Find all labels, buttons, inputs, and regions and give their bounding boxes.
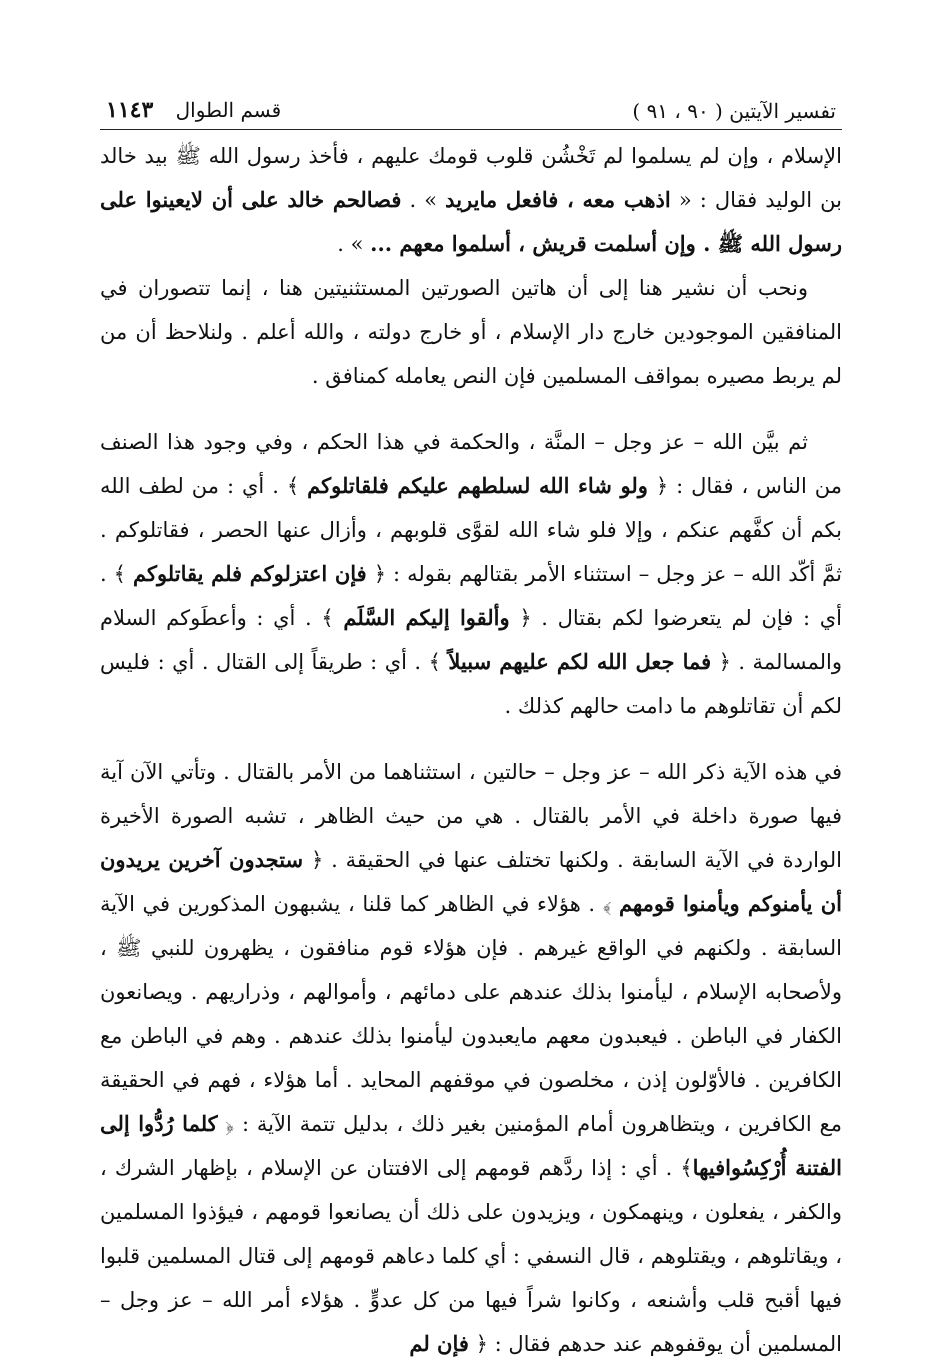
quran-quote: فإن لم bbox=[409, 1331, 469, 1356]
paragraph-gap bbox=[100, 398, 842, 420]
quran-quote: كلما رُدُّوا إلى الفتنة أُرْكِسُوافيها bbox=[100, 1111, 843, 1180]
text-run: ثم بيَّن الله – عز وجل – المنَّة ، والحكمة في هذا الحكم ، وفي وجود هذا الصنف من الناس ، فقال : ﴿ bbox=[100, 430, 842, 498]
paragraph-2 bbox=[100, 266, 842, 398]
paragraph-4 bbox=[100, 750, 842, 1366]
paragraph-gap bbox=[100, 728, 842, 750]
quran-quote: وألقوا إليكم السَّلَم bbox=[343, 605, 510, 630]
quran-quote: ستجدون آخرين يريدون أن يأمنوكم ويأمنوا قومهم bbox=[100, 847, 842, 916]
running-title: تفسير الآيتين ( ٩٠ ، ٩١ ) bbox=[632, 99, 836, 123]
text-run: في هذه الآية ذكر الله – عز وجل – حالتين ، استثناهما من الأمر بالقتال . وتأتي الآن آية فيها صورة داخلة في الأمر بالقتال . هي من حيث الظاهر ، تشبه الصورة الأخيرة الواردة في الآية السابقة . ولكنها تختلف عنها في الحقيقة . ﴿ bbox=[100, 760, 842, 872]
page-header bbox=[100, 78, 842, 130]
quran-quote: ولو شاء الله لسلطهم عليكم فلقاتلوكم bbox=[307, 473, 648, 498]
text-run: ﴾ . هؤلاء في الظاهر كما قلنا ، يشبهون المذكورين في الآية السابقة . ولكنهم في الواقع غيرهم . فإن هؤلاء قوم منافقون ، يظهرون للنبي ﷺ ، ولأصحابه الإسلام ، ليأمنوا بذلك عندهم على دمائهم ، وأموالهم ، وذراريهم . ويصانعون الكفار في الباطن . فيعبدون معهم مايعبدون ليأمنوا بذلك عندهم . وهم في الباطن مع الكافرين . فالأوّلون إذن ، مخلصون في موقفهم المحايد . أما هؤلاء ، فهم في الحقيقة مع الكافرين ، ويتظاهرون أمام المؤمنين بغير ذلك ، بدليل تتمة الآية : ﴿ bbox=[100, 892, 842, 1136]
section-label-group bbox=[106, 97, 281, 123]
text-run: ﴾ . أي : فإن لم يتعرضوا لكم بقتال . ﴿ bbox=[100, 562, 842, 630]
page-number: ١١٤٣ bbox=[106, 97, 154, 123]
quran-quote: فإن اعتزلوكم فلم يقاتلوكم bbox=[132, 561, 367, 586]
page bbox=[100, 78, 842, 1366]
quran-quote: فما جعل الله لكم عليهم سبيلاً bbox=[448, 649, 712, 674]
quran-quote: اذهب معه ، فافعل مايريد bbox=[445, 187, 671, 212]
text-run: الإسلام ، وإن لم يسلموا لم تَخْشُن قلوب قومك عليهم ، فأخذ رسول الله ﷺ بيد خالد بن الوليد فقال : « bbox=[100, 144, 842, 212]
paragraph-1 bbox=[100, 134, 842, 266]
body-text bbox=[100, 134, 842, 1366]
text-run: ﴾ . أي : من لطف الله بكم أن كفَّهم عنكم ، وإلا فلو شاء الله لقوَّى قلوبهم ، وأزال عنها الحصر ، فقاتلوكم . ثمَّ أكّد الله – عز وجل – استثناء الأمر بقتالهم بقوله : ﴿ bbox=[100, 474, 842, 586]
text-run: ﴾ . أي : طريقاً إلى القتال . أي : فليس لكم أن تقاتلوهم ما دامت حالهم كذلك . bbox=[100, 650, 842, 718]
text-run: ونحب أن نشير هنا إلى أن هاتين الصورتين المستثنيتين هنا ، إنما تتصوران في المنافقين الموجودين خارج دار الإسلام ، أو خارج دولته ، والله أعلم . ولنلاحظ أن من لم يربط مصيره بمواقف المسلمين فإن النص يعامله كمنافق . bbox=[100, 276, 842, 388]
paragraph-3 bbox=[100, 420, 842, 728]
text-run: » . bbox=[337, 232, 371, 256]
text-run: » . bbox=[401, 188, 446, 212]
text-run: ﴾ . أي : إذا ردَّهم قومهم إلى الافتتان عن الإسلام ، بإظهار الشرك ، والكفر ، يفعلون ، وينهمكون ، ويزيدون على ذلك أن يصانعوا قومهم ، فيؤذوا المسلمين ، ويقاتلوهم ، ويقتلوهم ، قال النسفي : أي كلما دعاهم قومهم إلى قتال المسلمين قلبوا فيها أقبح قلب وأشنعه ، وكانوا شراً فيها من كل عدوٍّ . هؤلاء أمر الله – عز وجل – المسلمين أن يوقفوهم عند حدهم فقال : ﴿ bbox=[100, 1156, 842, 1356]
text-run: ﴾ . أي : وأعطَوكم السلام والمسالمة . ﴿ bbox=[100, 606, 843, 674]
quran-quote: فصالحم خالد على أن لايعينوا على رسول الله ﷺ . وإن أسلمت قريش ، أسلموا معهم ... bbox=[100, 187, 842, 256]
section-label: قسم الطوال bbox=[175, 98, 282, 122]
